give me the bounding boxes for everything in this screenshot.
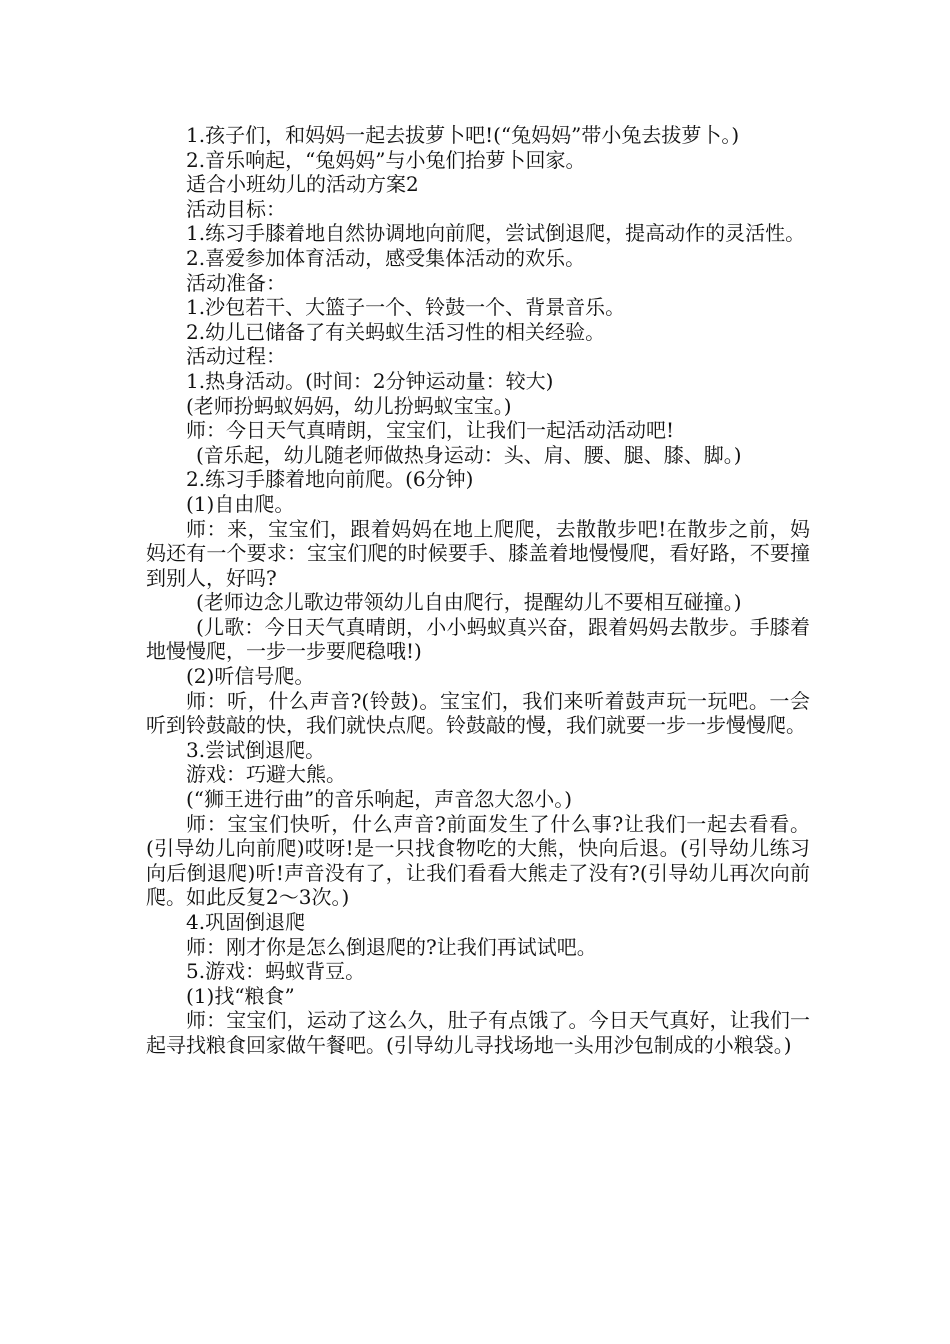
document-page [146, 123, 810, 1058]
paragraph: 5.游戏：蚂蚁背豆。 [186, 959, 366, 984]
paragraph: 1.热身活动。(时间：2分钟运动量：较大) [186, 368, 554, 393]
paragraph: (音乐起，幼儿随老师做热身运动：头、肩、腰、腿、膝、脚。) [196, 442, 742, 467]
heading-preparation: 活动准备： [186, 270, 286, 295]
paragraph: 4.巩固倒退爬 [186, 910, 306, 934]
paragraph: 师：刚才你是怎么倒退爬的?让我们再试试吧。 [186, 934, 597, 959]
paragraph: 师：宝宝们，运动了这么久，肚子有点饿了。今日天气真好，让我们一起寻找粮食回家做午餐吧。(引导幼儿寻找场地一头用沙包制成的小粮袋。) [146, 1008, 810, 1057]
paragraph: 2.喜爱参加体育活动，感受集体活动的欢乐。 [186, 245, 586, 270]
paragraph: (“狮王进行曲”的音乐响起，声音忽大忽小。) [186, 787, 573, 812]
heading-goals: 活动目标： [186, 196, 286, 221]
paragraph: 师：宝宝们快听，什么声音?前面发生了什么事?让我们一起去看看。(引导幼儿向前爬)哎呀!是一只找食物吃的大熊，快向后退。(引导幼儿练习向后倒退爬)听!声音没有了，让我们看看大熊走了没有?(引导幼儿再次向前爬。如此反复2～3次。) [146, 811, 810, 910]
paragraph: 1.练习手膝着地自然协调地向前爬，尝试倒退爬，提高动作的灵活性。 [186, 221, 806, 246]
paragraph: 2.练习手膝着地向前爬。(6分钟) [186, 467, 474, 492]
paragraph: (1)自由爬。 [186, 491, 295, 516]
heading-process: 活动过程： [186, 344, 286, 369]
paragraph: (老师边念儿歌边带领幼儿自由爬行，提醒幼儿不要相互碰撞。) [196, 590, 742, 615]
paragraph: 师：听，什么声音?(铃鼓)。宝宝们，我们来听着鼓声玩一玩吧。一会听到铃鼓敲的快，我们就快点爬。铃鼓敲的慢，我们就要一步一步慢慢爬。 [146, 688, 810, 738]
paragraph: 游戏：巧避大熊。 [186, 762, 346, 787]
paragraph: 2.幼儿已储备了有关蚂蚁生活习性的相关经验。 [186, 319, 606, 344]
paragraph: (1)找“粮食” [186, 983, 295, 1008]
paragraph: 3.尝试倒退爬。 [186, 737, 326, 762]
section-title: 适合小班幼儿的活动方案2 [186, 172, 419, 197]
paragraph: (儿歌：今日天气真晴朗，小小蚂蚁真兴奋，跟着妈妈去散步。手膝着地慢慢爬，一步一步要爬稳哦!) [146, 614, 810, 664]
paragraph: 2.音乐响起，“兔妈妈”与小兔们抬萝卜回家。 [186, 147, 586, 172]
paragraph: (2)听信号爬。 [186, 664, 315, 689]
paragraph: 师：来，宝宝们，跟着妈妈在地上爬爬，去散散步吧!在散步之前，妈妈还有一个要求：宝宝们爬的时候要手、膝盖着地慢慢爬，看好路，不要撞到别人，好吗? [146, 516, 810, 590]
paragraph: 1.孩子们，和妈妈一起去拔萝卜吧!(“兔妈妈”带小兔去拔萝卜。) [186, 123, 740, 147]
paragraph: 1.沙包若干、大篮子一个、铃鼓一个、背景音乐。 [186, 295, 626, 320]
paragraph: (老师扮蚂蚁妈妈，幼儿扮蚂蚁宝宝。) [186, 393, 512, 418]
paragraph: 师：今日天气真晴朗，宝宝们，让我们一起活动活动吧! [186, 418, 675, 443]
